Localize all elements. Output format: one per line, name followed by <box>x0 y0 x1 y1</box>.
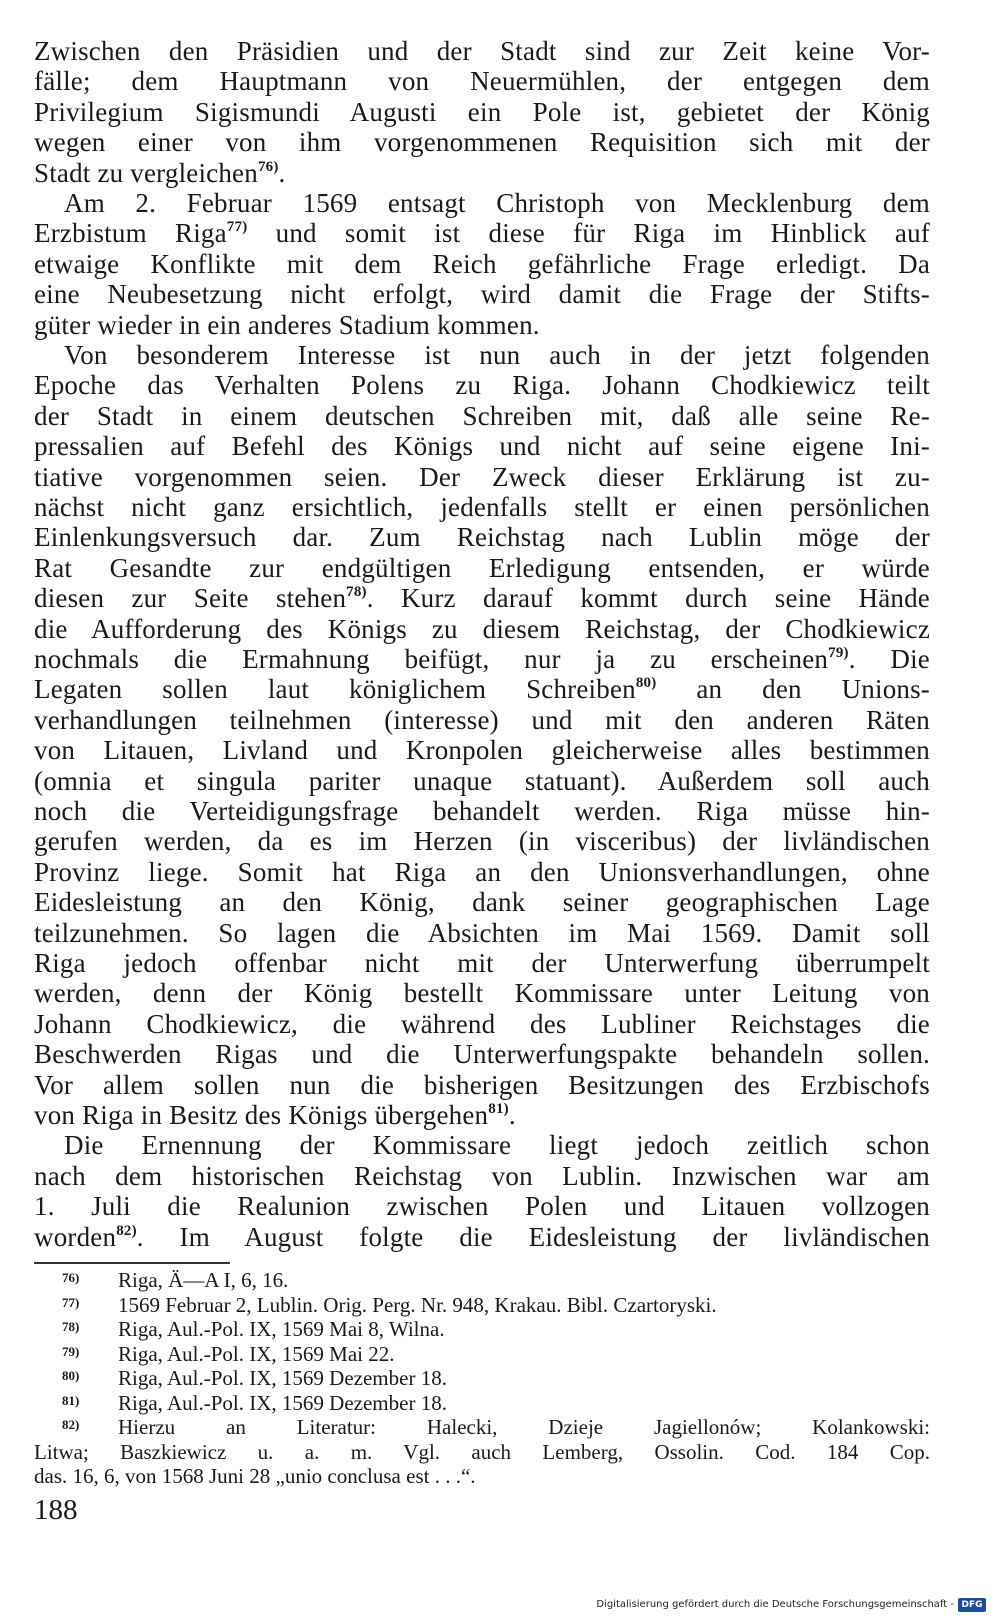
line-text: diesen zur Seite stehen <box>34 583 347 614</box>
text-line <box>34 1222 930 1252</box>
footnote-separator <box>34 1262 230 1264</box>
line-text: etwaige Konflikte mit dem Reich gefährliche Frage erledigt. Da <box>34 248 930 279</box>
footnote-number: 80) <box>62 1368 80 1383</box>
line-text: Vor allem sollen nun die bisherigen Besitzungen des Erzbischofs <box>34 1069 930 1100</box>
footnote-number: 81) <box>62 1392 80 1408</box>
text-line <box>34 1009 930 1039</box>
line-text: Von besonderem Interesse ist nun auch in der jetzt folgenden <box>64 340 930 370</box>
line-text: eine Neubesetzung nicht erfolgt, wird damit die Frage der Stifts- <box>34 279 930 310</box>
line-text-rest: . Im August folgte die Eidesleistung der livländischen <box>136 1221 930 1252</box>
line-text: Erzbistum Riga <box>34 218 227 249</box>
footnote-text: Riga, Aul.-Pol. IX, 1569 Dezember 18. <box>118 1390 447 1415</box>
footnote-continuation <box>34 1464 930 1488</box>
footnote-ref[interactable]: 79) <box>828 645 849 661</box>
line-text: noch die Verteidigungsfrage behandelt werden. Riga müsse hin- <box>34 796 930 826</box>
text-line <box>34 279 930 309</box>
line-text: werden, denn der König bestellt Kommissare unter Leitung von <box>34 978 930 1009</box>
line-text: nochmals die Ermahnung beifügt, nur ja zu erscheinen <box>34 644 829 674</box>
text-line <box>34 887 930 917</box>
line-text: Legaten sollen laut königlichem Schreiben <box>34 674 636 705</box>
text-line <box>34 674 930 704</box>
footnote-number: 76) <box>62 1270 80 1285</box>
line-text-rest: an den Unions- <box>656 674 931 705</box>
text-line <box>34 127 930 157</box>
line-text: Stadt zu vergleichen <box>34 157 258 188</box>
footnote <box>34 1366 930 1390</box>
footnote-text: 1569 Februar 2, Lublin. Orig. Perg. Nr. 948, Krakau. Bibl. Czartoryski. <box>118 1292 717 1317</box>
footnote <box>34 1293 930 1317</box>
text-line <box>64 340 930 370</box>
text-line <box>34 522 930 552</box>
footnote-number: 79) <box>62 1343 80 1359</box>
text-line <box>34 614 930 644</box>
footnote-text: das. 16, 6, von 1568 Juni 28 „unio conclusa est . . .“. <box>34 1464 476 1488</box>
line-text: Einlenkungsversuch dar. Zum Reichstag nach Lublin möge der <box>34 522 930 553</box>
text-line <box>34 583 930 613</box>
footnote <box>34 1268 930 1292</box>
footnote-number: 77) <box>62 1294 80 1310</box>
line-text-rest: . <box>508 1100 516 1130</box>
text-line <box>64 188 930 218</box>
footnote <box>34 1415 930 1439</box>
line-text: güter wieder in ein anderes Stadium kommen. <box>34 309 540 340</box>
line-text: Provinz liege. Somit hat Riga an den Unionsverhandlungen, ohne <box>34 856 930 887</box>
text-line <box>34 249 930 279</box>
line-text: Riga jedoch offenbar nicht mit der Unterwerfung überrumpelt <box>34 948 930 978</box>
footnote <box>34 1391 930 1415</box>
line-text: Eidesleistung an den König, dank seiner geographischen Lage <box>34 887 930 918</box>
line-text: Privilegium Sigismundi Augusti ein Pole ist, gebietet der König <box>34 96 930 127</box>
line-text: Johann Chodkiewicz, die während des Lubliner Reichstages die <box>34 1008 930 1039</box>
line-text: worden <box>34 1221 117 1252</box>
footnote-text: Litwa; Baszkiewicz u. a. m. Vgl. auch Lemberg, Ossolin. Cod. 184 Cop. <box>34 1439 930 1464</box>
text-line <box>34 310 930 340</box>
footnote-text: Riga, Ä—A I, 6, 16. <box>118 1268 289 1292</box>
text-line <box>34 492 930 522</box>
line-text: der Stadt in einem deutschen Schreiben mit, daß alle seine Re- <box>34 400 930 431</box>
line-text: wegen einer von ihm vorgenommenen Requisition sich mit der <box>34 127 930 158</box>
text-line <box>34 826 930 856</box>
text-line <box>34 370 930 400</box>
text-line <box>34 1039 930 1069</box>
line-text: Epoche das Verhalten Polens zu Riga. Johann Chodkiewicz teilt <box>34 370 930 401</box>
digitization-credit: Digitalisierung gefördert durch die Deutsche Forschungsgemeinschaft - <box>596 1599 954 1610</box>
text-line <box>34 218 930 248</box>
line-text: von Riga in Besitz des Königs übergehen <box>34 1100 489 1130</box>
text-line <box>34 36 930 66</box>
text-line <box>34 1070 930 1100</box>
text-line <box>34 431 930 461</box>
footnote-ref[interactable]: 80) <box>635 675 657 692</box>
text-line <box>34 978 930 1008</box>
line-text: (omnia et singula pariter unaque statuant). Außerdem soll auch <box>34 765 930 796</box>
line-text-rest: . Die <box>848 644 930 674</box>
text-line <box>34 796 930 826</box>
footnote-ref[interactable]: 77) <box>226 219 248 236</box>
line-text: nächst nicht ganz ersichtlich, jedenfalls stellt er einen persönlichen <box>34 492 930 522</box>
text-line <box>34 735 930 765</box>
line-text: verhandlungen teilnehmen (interesse) und mit den anderen Räten <box>34 704 930 735</box>
footnote-text: Riga, Aul.-Pol. IX, 1569 Mai 8, Wilna. <box>118 1317 445 1341</box>
line-text-rest: . Kurz darauf kommt durch seine Hände <box>366 583 930 614</box>
text-line <box>34 97 930 127</box>
text-line <box>34 766 930 796</box>
text-line <box>34 1100 930 1130</box>
text-line <box>64 1130 930 1160</box>
text-line <box>34 401 930 431</box>
text-line <box>34 66 930 96</box>
text-line <box>34 1161 930 1191</box>
footnote-ref[interactable]: 76) <box>257 158 279 175</box>
line-text: pressalien auf Befehl des Königs und nicht auf seine eigene Ini- <box>34 431 930 462</box>
line-text: Beschwerden Rigas und die Unterwerfungspakte behandeln sollen. <box>34 1039 930 1070</box>
line-text: teilzunehmen. So lagen die Absichten im Mai 1569. Damit soll <box>34 917 930 948</box>
line-text: gerufen werden, da es im Herzen (in visceribus) der livländischen <box>34 826 930 857</box>
footnote-ref[interactable]: 81) <box>488 1101 509 1117</box>
footnote-text: Hierzu an Literatur: Halecki, Dzieje Jagiellonów; Kolankowski: <box>118 1415 930 1439</box>
footnote-ref[interactable]: 78) <box>346 584 367 601</box>
text-line <box>34 857 930 887</box>
text-line <box>34 705 930 735</box>
line-text: tiative vorgenommen seien. Der Zweck dieser Erklärung ist zu- <box>34 461 930 492</box>
footnote-ref[interactable]: 82) <box>116 1222 137 1239</box>
text-line <box>34 158 930 188</box>
dfg-logo: DFG <box>958 1598 986 1612</box>
text-line <box>34 644 930 674</box>
line-text: 1. Juli die Realunion zwischen Polen und Litauen vollzogen <box>34 1191 930 1222</box>
line-text-rest: und somit ist diese für Riga im Hinblick auf <box>247 218 930 249</box>
line-text: von Litauen, Livland und Kronpolen gleicherweise alles bestimmen <box>34 735 930 766</box>
text-line <box>34 462 930 492</box>
footnote-continuation <box>34 1440 930 1464</box>
text-line <box>34 948 930 978</box>
line-text: fälle; dem Hauptmann von Neuermühlen, der entgegen dem <box>34 66 930 97</box>
footnote-number: 82) <box>62 1417 80 1432</box>
footnote-text: Riga, Aul.-Pol. IX, 1569 Dezember 18. <box>118 1366 447 1390</box>
footnote-text: Riga, Aul.-Pol. IX, 1569 Mai 22. <box>118 1341 395 1366</box>
footnote <box>34 1342 930 1366</box>
line-text: Die Ernennung der Kommissare liegt jedoch zeitlich schon <box>64 1130 930 1161</box>
text-line <box>34 918 930 948</box>
line-text: nach dem historischen Reichstag von Lublin. Inzwischen war am <box>34 1160 930 1191</box>
footnote <box>34 1317 930 1341</box>
line-text-rest: . <box>278 157 286 188</box>
text-line <box>34 553 930 583</box>
line-text: die Aufforderung des Königs zu diesem Reichstag, der Chodkiewicz <box>34 613 930 644</box>
line-text: Zwischen den Präsidien und der Stadt sind zur Zeit keine Vor- <box>34 36 930 66</box>
text-line <box>34 1191 930 1221</box>
footnote-number: 78) <box>62 1319 80 1334</box>
line-text: Rat Gesandte zur endgültigen Erledigung entsenden, er würde <box>34 552 930 583</box>
page-number: 188 <box>34 1494 78 1526</box>
line-text: Am 2. Februar 1569 entsagt Christoph von Mecklenburg dem <box>64 188 930 218</box>
